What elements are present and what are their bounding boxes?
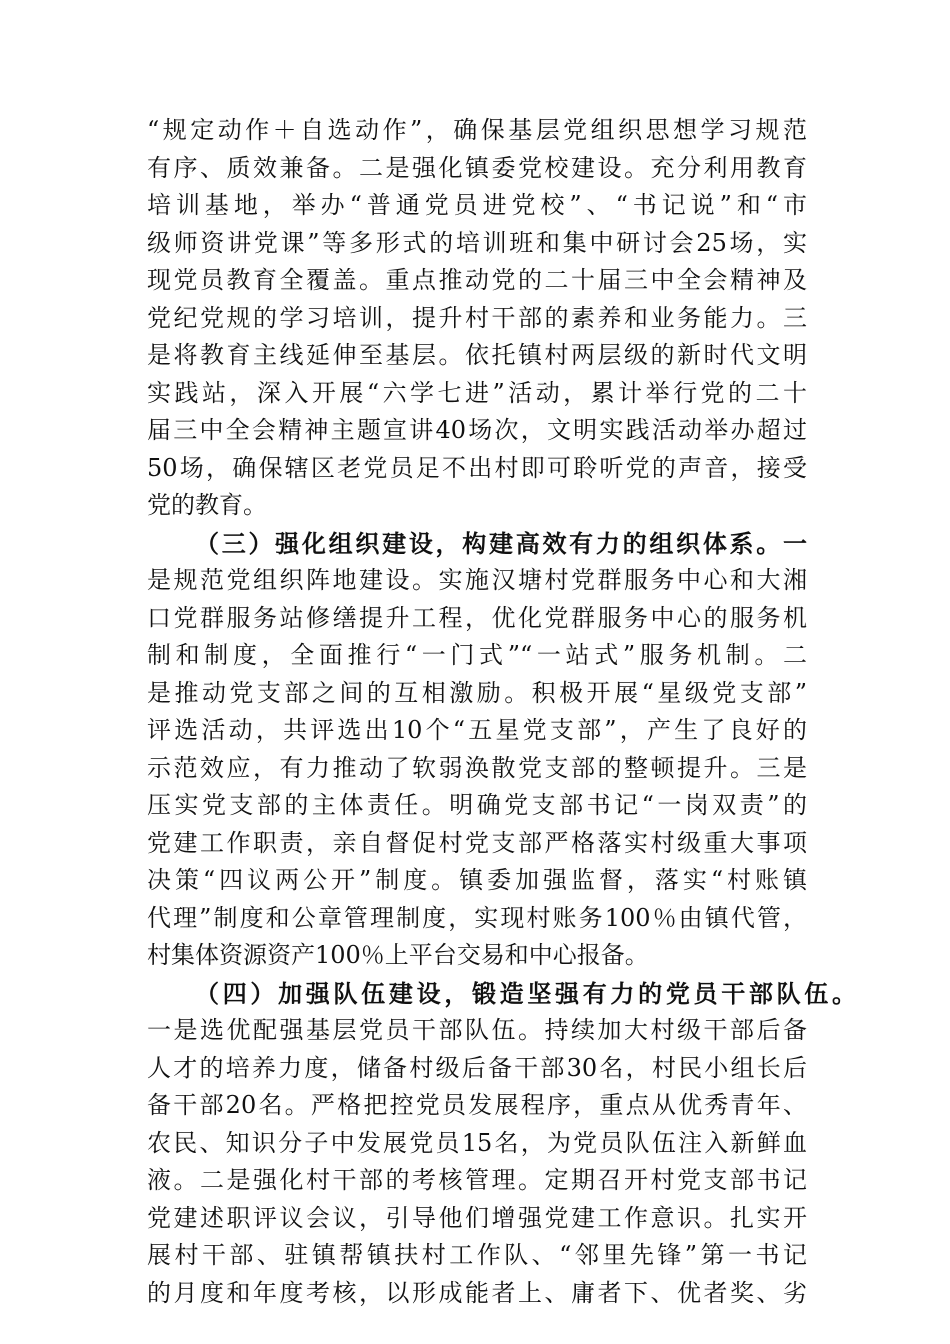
text-line-1: “规定动作＋自选动作”，确保基层党组织思想学习规范 <box>147 116 807 144</box>
text-line-19: 压实党支部的主体责任。明确党支部书记“一岗双责”的 <box>147 791 807 819</box>
text-line-9: 届三中全会精神主题宣讲40场次，文明实践活动举办超过 <box>147 416 807 444</box>
text-line-25: 一是选优配强基层党员干部队伍。持续加大村级干部后备 <box>147 1016 807 1044</box>
text-line-4: 级师资讲党课”等多形式的培训班和集中研讨会25场，实 <box>147 228 807 257</box>
text-line-3: 培训基地，举办“普通党员进党校”、“书记说”和“市 <box>147 191 807 219</box>
text-line-7: 是将教育主线延伸至基层。依托镇村两层级的新时代文明 <box>147 341 807 369</box>
text-line-14: 口党群服务站修缮提升工程，优化党群服务中心的服务机 <box>147 603 807 632</box>
text-line-11: 党的教育。 <box>147 491 267 519</box>
text-line-5: 现党员教育全覆盖。重点推动党的二十届三中全会精神及 <box>147 266 807 294</box>
text-line-8: 实践站，深入开展“六学七进”活动，累计举行党的二十 <box>147 378 807 407</box>
section-heading-3: （三）强化组织建设，构建高效有力的组织体系。一 <box>195 528 807 558</box>
section-heading-4: （四）加强队伍建设，锻造坚强有力的党员干部队伍。 <box>195 978 855 1008</box>
text-line-30: 党建述职评议会议，引导他们增强党建工作意识。扎实开 <box>147 1203 807 1232</box>
text-line-26: 人才的培养力度，储备村级后备干部30名，村民小组长后 <box>147 1053 807 1082</box>
text-line-21: 决策“四议两公开”制度。镇委加强监督，落实“村账镇 <box>147 866 807 894</box>
text-line-2: 有序、质效兼备。二是强化镇委党校建设。充分利用教育 <box>147 153 807 182</box>
text-line-16: 是推动党支部之间的互相激励。积极开展“星级党支部” <box>147 678 807 707</box>
text-line-32: 的月度和年度考核，以形成能者上、庸者下、优者奖、劣 <box>147 1278 807 1307</box>
text-line-10: 50场，确保辖区老党员足不出村即可聆听党的声音，接受 <box>147 453 807 482</box>
document-body <box>147 112 855 1312</box>
text-line-29: 液。二是强化村干部的考核管理。定期召开村党支部书记 <box>147 1166 807 1194</box>
text-line-15: 制和制度，全面推行“一门式”“一站式”服务机制。二 <box>147 641 807 669</box>
text-line-22: 代理”制度和公章管理制度，实现村账务100％由镇代管， <box>147 903 807 932</box>
text-line-18: 示范效应，有力推动了软弱涣散党支部的整顿提升。三是 <box>147 753 807 782</box>
text-line-27: 备干部20名。严格把控党员发展程序，重点从优秀青年、 <box>147 1091 807 1119</box>
text-line-23: 村集体资源资产100％上平台交易和中心报备。 <box>147 941 649 969</box>
text-line-20: 党建工作职责，亲自督促村党支部严格落实村级重大事项 <box>147 828 807 857</box>
text-line-31: 展村干部、驻镇帮镇扶村工作队、“邻里先锋”第一书记 <box>147 1241 807 1269</box>
text-line-13: 是规范党组织阵地建设。实施汉塘村党群服务中心和大湘 <box>147 566 807 594</box>
text-line-6: 党纪党规的学习培训，提升村干部的素养和业务能力。三 <box>147 303 807 332</box>
text-line-17: 评选活动，共评选出10个“五星党支部”，产生了良好的 <box>147 716 807 744</box>
text-line-28: 农民、知识分子中发展党员15名，为党员队伍注入新鲜血 <box>147 1128 807 1157</box>
